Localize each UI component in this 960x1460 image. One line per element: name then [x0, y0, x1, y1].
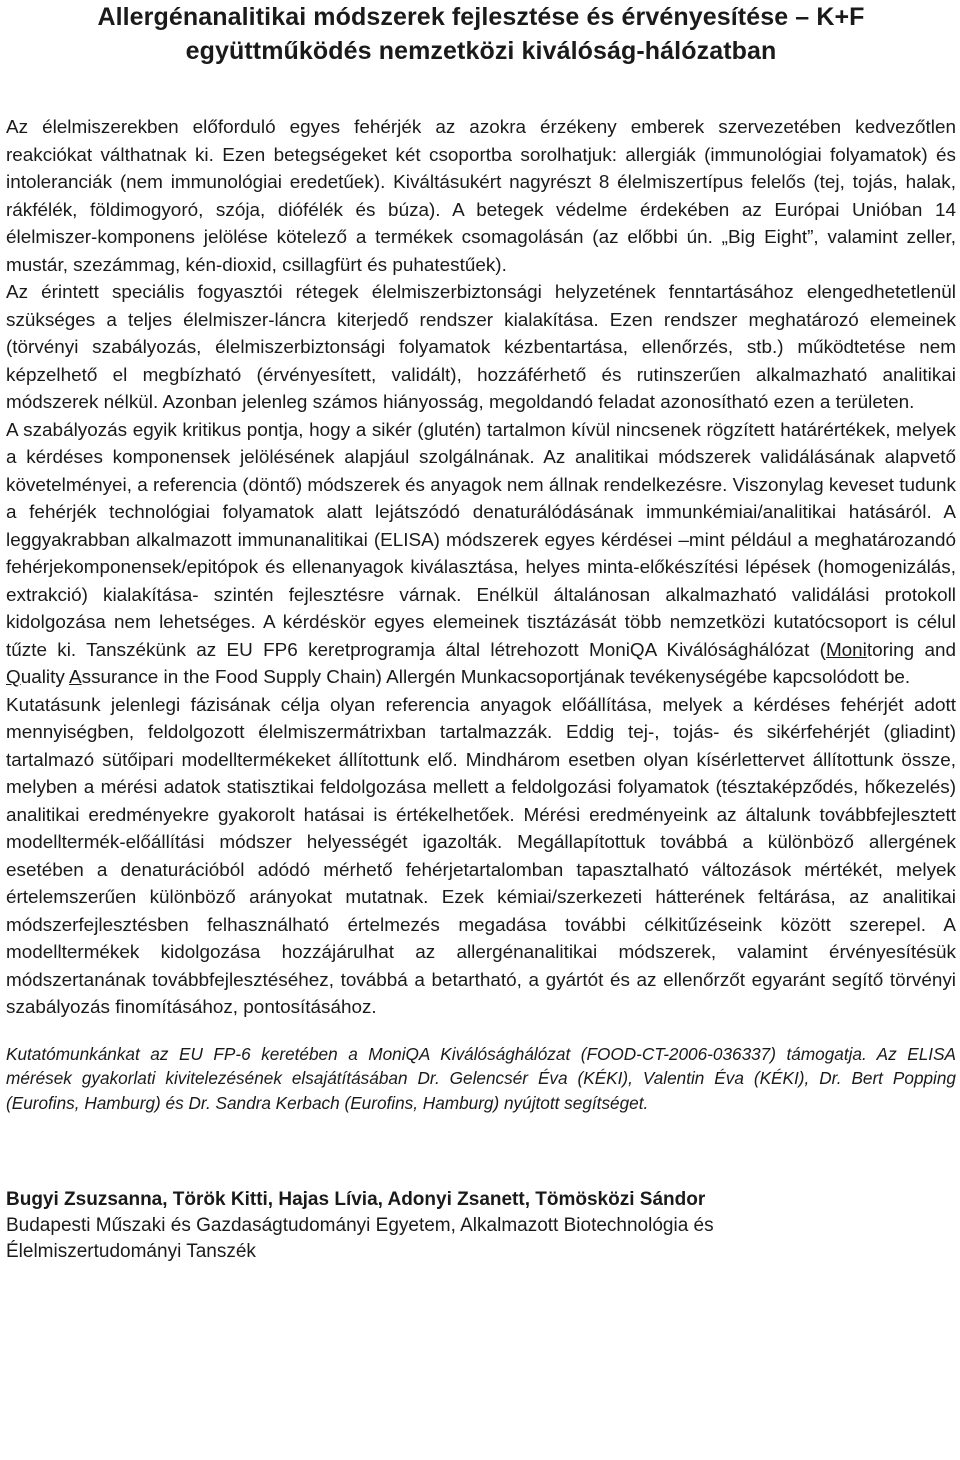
body-text — [6, 114, 956, 1022]
paragraph-4: Kutatásunk jelenlegi fázisának célja olyan referencia anyagok előállítása, melyek a kérdéses fehérjét adott mennyiségben, feldolgozott élelmiszermátrixban tartalmazzák. Eddig tej-, tojás- és sikérfehérjét (gliadint) tartalmazó sütőipari modelltermékeket állítottunk elő. Mindhárom esetben olyan kísérlettervet állítottunk össze, melyben a mérési adatok statisztikai feldolgozása mellett a feldolgozási folyamatok (tésztaképződés, hőkezelés) analitikai eredményekre gyakorolt hatásai is értékelhetőek. Mérési eredményeink az általunk továbbfejlesztett modelltermék-előállítási módszer helyességét igazolták. Megállapítottuk továbbá a különböző allergének esetében a denaturációból adódó mérhető fehérjetartalomban tapasztalható változások mértékét, melyek értelemszerűen különböző arányokat mutatnak. Ezek kémiai/szerkezeti hátterének feltárása, az analitikai módszerfejlesztésben felhasználható értelmezés megadása további célkitűzéseink között szerepel. A modelltermékek kidolgozása hozzájárulhat az allergénanalitikai módszerek, valamint érvényesítésük módszertanának továbbfejlesztéséhez, továbbá a betartható, a gyártót és az ellenőrzőt egyaránt segítő törvényi szabályozás finomításához, pontosításához. — [6, 694, 956, 1018]
author-affiliation: Budapesti Műszaki és Gazdaságtudományi Egyetem, Alkalmazott Biotechnológia és Élelmiszertudományi Tanszék — [6, 1215, 714, 1262]
paragraph-1: Az élelmiszerekben előforduló egyes fehérjék az azokra érzékeny emberek szervezetében kedvezőtlen reakciókat válthatnak ki. Ezen betegségeket két csoportba sorolhatjuk: allergiák (immunológiai folyamatok) és intoleranciák (nem immunológiai eredetűek). Kiváltásukért nagyrészt 8 élelmiszertípus felelős (tej, tojás, halak, rákfélék, földimogyoró, szója, diófélék és búza). A betegek védelme érdekében az Európai Unióban 14 élelmiszer-komponens jelölése kötelező a termékek csomagolásán (az előbbi ún. „Big Eight”, valamint zeller, mustár, szezámmag, kén-dioxid, csillagfürt és puhatestűek). — [6, 117, 956, 276]
author-names: Bugyi Zsuzsanna, Török Kitti, Hajas Lívia, Adonyi Zsanett, Tömösközi Sándor — [6, 1189, 706, 1210]
paragraph-3-text-mid2: uality — [20, 667, 70, 688]
acronym-letter-moni: Moni — [825, 639, 867, 661]
acknowledgement — [6, 1042, 956, 1116]
paragraph-2: Az érintett speciális fogyasztói rétegek élelmiszerbiztonsági helyzetének fenntartásához elengedhetetlenül szükséges a teljes élelmiszer-láncra kiterjedő rendszer kialakítása. Ezen rendszer meghatározó elemeinek (törvényi szabályozás, élelmiszerbiztonsági folyamatok kézbentartása, ellenőrzés, stb.) működtetése nem képzelhető el megbízható (érvényesített, validált), hozzáférhető és rutinszerűen alkalmazható analitikai módszerek nélkül. Azonban jelenleg számos hiányosság, megoldandó feladat azonosítható ezen a területen. — [6, 282, 956, 413]
document-title — [6, 0, 956, 68]
acknowledgement-text: Kutatómunkánkat az EU FP-6 keretében a MoniQA Kiválósághálózat (FOOD-CT-2006-036337) támogatja. Az ELISA mérések gyakorlati kivitelezésének elsajátításában Dr. Gelencsér Éva (KÉKI), Valentin Éva (KÉKI), Dr. Bert Popping (Eurofins, Hamburg) és Dr. Sandra Kerbach (Eurofins, Hamburg) nyújtott segítséget. — [6, 1043, 956, 1113]
author-block — [6, 1187, 956, 1265]
acronym-letter-a: A — [69, 667, 82, 688]
paragraph-3 — [6, 417, 956, 692]
title-line-1: Allergénanalitikai módszerek fejlesztése és érvényesítése – K+F — [97, 3, 865, 31]
paragraph-3-text: A szabályozás egyik kritikus pontja, hogy a sikér (glutén) tartalmon kívül nincsenek rögzített határértékek, melyek a kérdéses komponensek jelölésének alapjául szolgálnának. Az analitikai módszerek validálásának alapvető követelményei, a referencia (döntő) módszerek és anyagok nem állnak rendelkezésre. Viszonylag keveset tudunk a fehérjék technológiai folyamatok alatt lejátszódó denaturálódásának immunkémiai/analitikai hatásáról. A leggyakrabban alkalmazott immunanalitikai (ELISA) módszerek egyes kérdései –mint például a meghatározandó fehérjekomponensek/epitópok és ellenanyagok kiválasztása, helyes minta-előkészítési lépések (homogenizálás, extrakció) kialakítása- szintén fejlesztésre várnak. Enélkül általánosan alkalmazható validálási protokoll kidolgozása nem lehetséges. A kérdéskör egyes elemeinek tisztázását több nemzetközi kutatócsoport is célul tűzte ki. Tanszékünk az EU FP6 keretprogramja által létrehozott MoniQA Kiválósághálózat ( — [6, 419, 956, 661]
title-line-2: együttműködés nemzetközi kiválóság-hálózatban — [185, 37, 777, 65]
acronym-letter-q: Q — [6, 667, 21, 688]
paragraph-3-text-mid1: toring and — [866, 639, 956, 661]
paragraph-3-text-end: ssurance in the Food Supply Chain) Allergén Munkacsoportjának tevékenységébe kapcsolódott be. — [81, 667, 911, 688]
document-page — [6, 0, 956, 1265]
